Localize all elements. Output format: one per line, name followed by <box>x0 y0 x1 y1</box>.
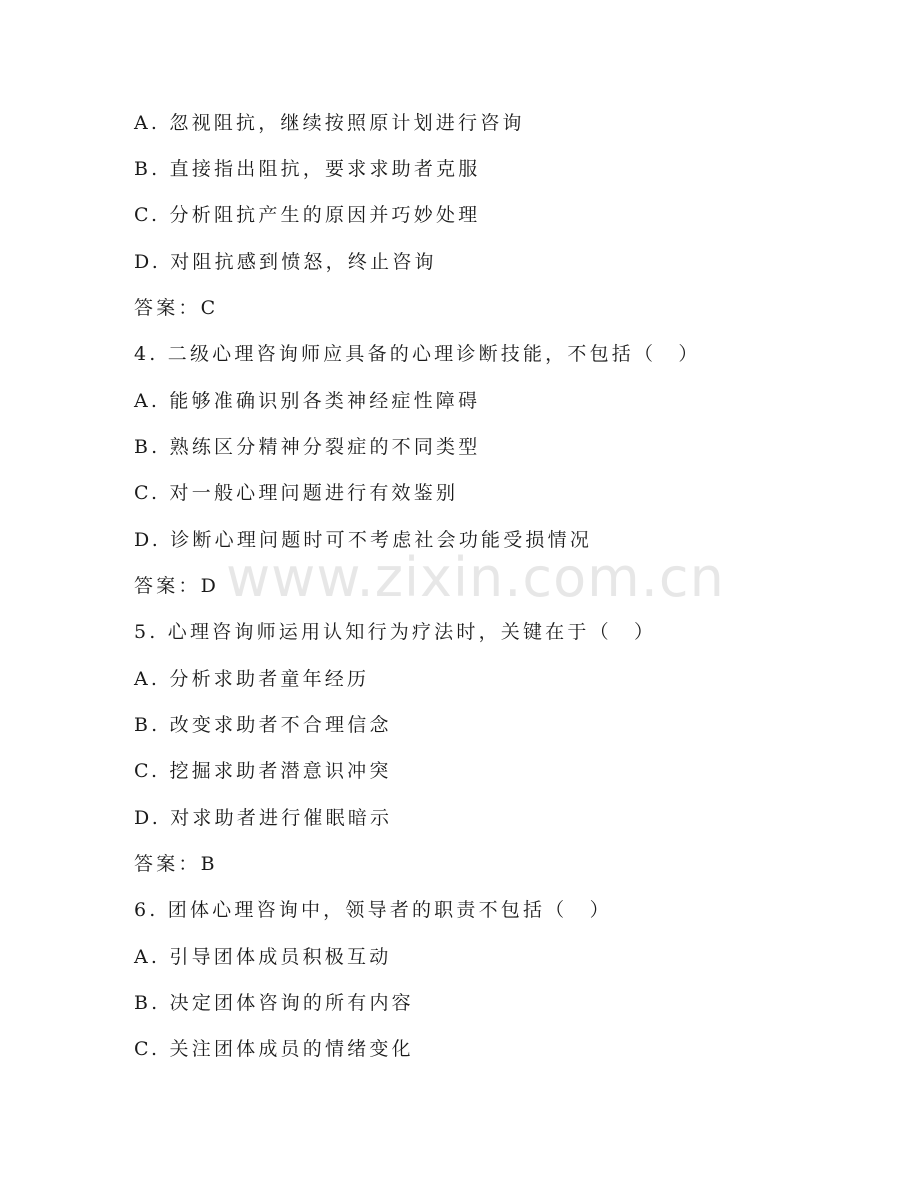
option-d-q5: D. 对求助者进行催眠暗示 <box>134 807 393 829</box>
question-4: 4. 二级心理咨询师应具备的心理诊断技能，不包括（ ） <box>134 343 701 365</box>
option-a-q3: A. 忽视阻抗，继续按照原计划进行咨询 <box>134 112 525 134</box>
option-b-q3: B. 直接指出阻抗，要求求助者克服 <box>134 158 481 180</box>
option-d-q3: D. 对阻抗感到愤怒，终止咨询 <box>134 251 437 273</box>
option-d-q4: D. 诊断心理问题时可不考虑社会功能受损情况 <box>134 529 593 551</box>
option-c-q4: C. 对一般心理问题进行有效鉴别 <box>134 482 459 504</box>
option-c-q5: C. 挖掘求助者潜意识冲突 <box>134 760 392 782</box>
option-a-q6: A. 引导团体成员积极互动 <box>134 946 392 968</box>
option-b-q4: B. 熟练区分精神分裂症的不同类型 <box>134 436 481 458</box>
option-c-q6: C. 关注团体成员的情绪变化 <box>134 1038 414 1060</box>
answer-q5: 答案：B <box>134 853 218 875</box>
answer-q3: 答案：C <box>134 297 219 319</box>
question-5: 5. 心理咨询师运用认知行为疗法时，关键在于（ ） <box>134 621 657 643</box>
option-b-q6: B. 决定团体咨询的所有内容 <box>134 992 414 1014</box>
option-b-q5: B. 改变求助者不合理信念 <box>134 714 392 736</box>
watermark: www.zixin.com.cn <box>226 546 725 609</box>
option-c-q3: C. 分析阻抗产生的原因并巧妙处理 <box>134 204 481 226</box>
option-a-q4: A. 能够准确识别各类神经症性障碍 <box>134 390 481 412</box>
option-a-q5: A. 分析求助者童年经历 <box>134 668 370 690</box>
answer-q4: 答案：D <box>134 575 220 597</box>
question-6: 6. 团体心理咨询中，领导者的职责不包括（ ） <box>134 899 612 921</box>
